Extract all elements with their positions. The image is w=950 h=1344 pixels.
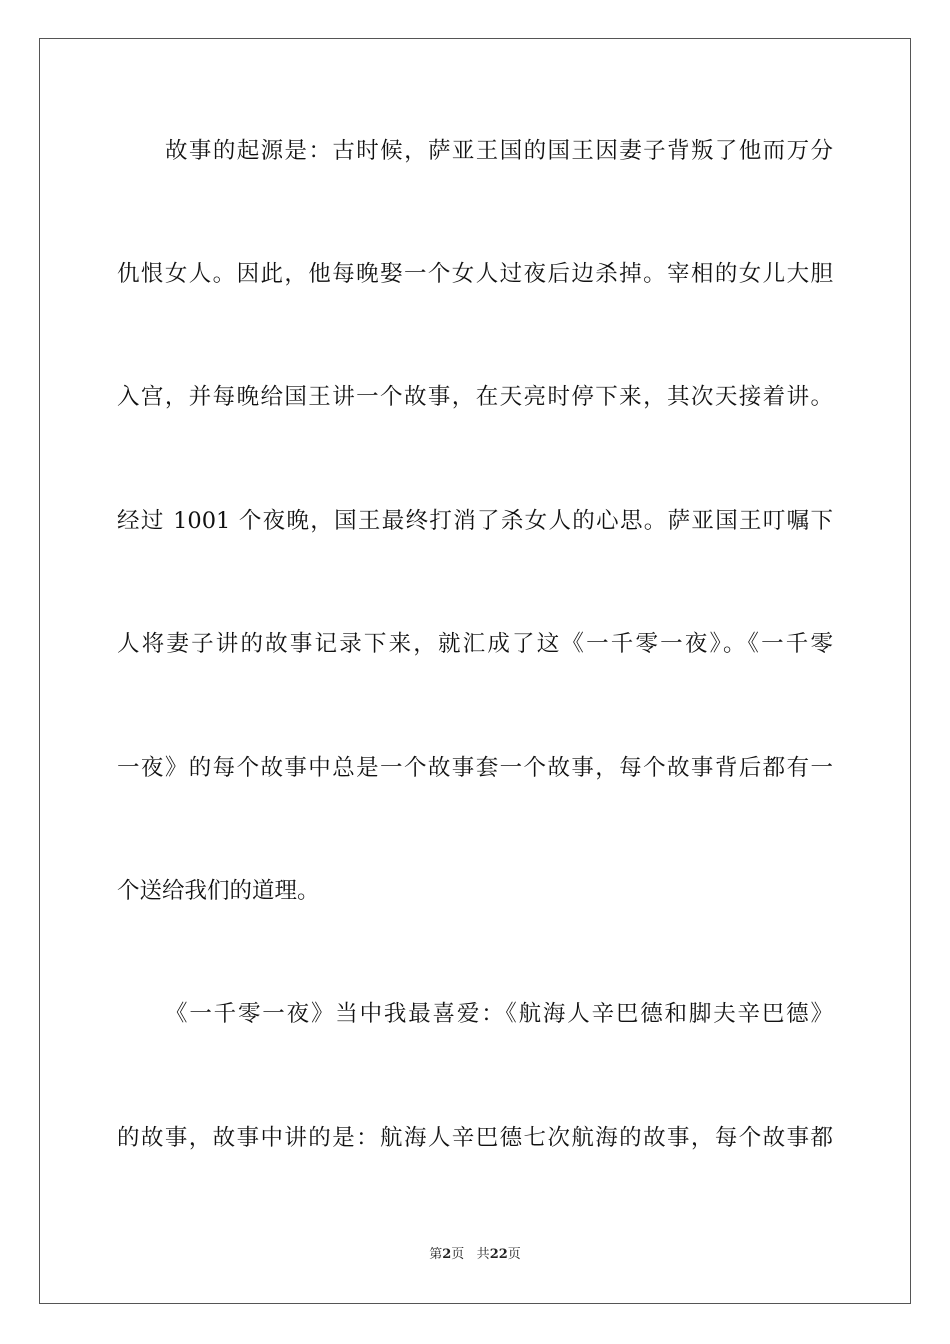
text-line: 仇恨女人。因此，他每晚娶一个女人过夜后边杀掉。宰相的女儿大胆	[117, 261, 833, 287]
text-line: 故事的起源是：古时候，萨亚王国的国王因妻子背叛了他而万分	[165, 138, 833, 164]
page-border	[39, 38, 911, 1304]
text-line: 个送给我们的道理。	[117, 878, 320, 904]
total-pages: 22	[489, 1247, 508, 1262]
text-line: 经过 1001 个夜晚，国王最终打消了杀女人的心思。萨亚国王叮嘱下	[117, 508, 833, 534]
text-line: 的故事，故事中讲的是：航海人辛巴德七次航海的故事，每个故事都	[117, 1125, 833, 1151]
text-line: 人将妻子讲的故事记录下来，就汇成了这《一千零一夜》。《一千零	[117, 631, 833, 657]
text-line: 《一千零一夜》当中我最喜爱：《航海人辛巴德和脚夫辛巴德》	[165, 1001, 833, 1027]
text-line: 一夜》的每个故事中总是一个故事套一个故事，每个故事背后都有一	[117, 755, 833, 781]
page-number: 2	[442, 1247, 452, 1262]
page-suffix: 页	[451, 1247, 465, 1262]
page-footer	[0, 1246, 950, 1264]
page-prefix: 第	[429, 1247, 443, 1262]
total-prefix: 共	[476, 1247, 490, 1262]
text-line: 入宫，并每晚给国王讲一个故事，在天亮时停下来，其次天接着讲。	[117, 384, 833, 410]
total-suffix: 页	[507, 1247, 521, 1262]
